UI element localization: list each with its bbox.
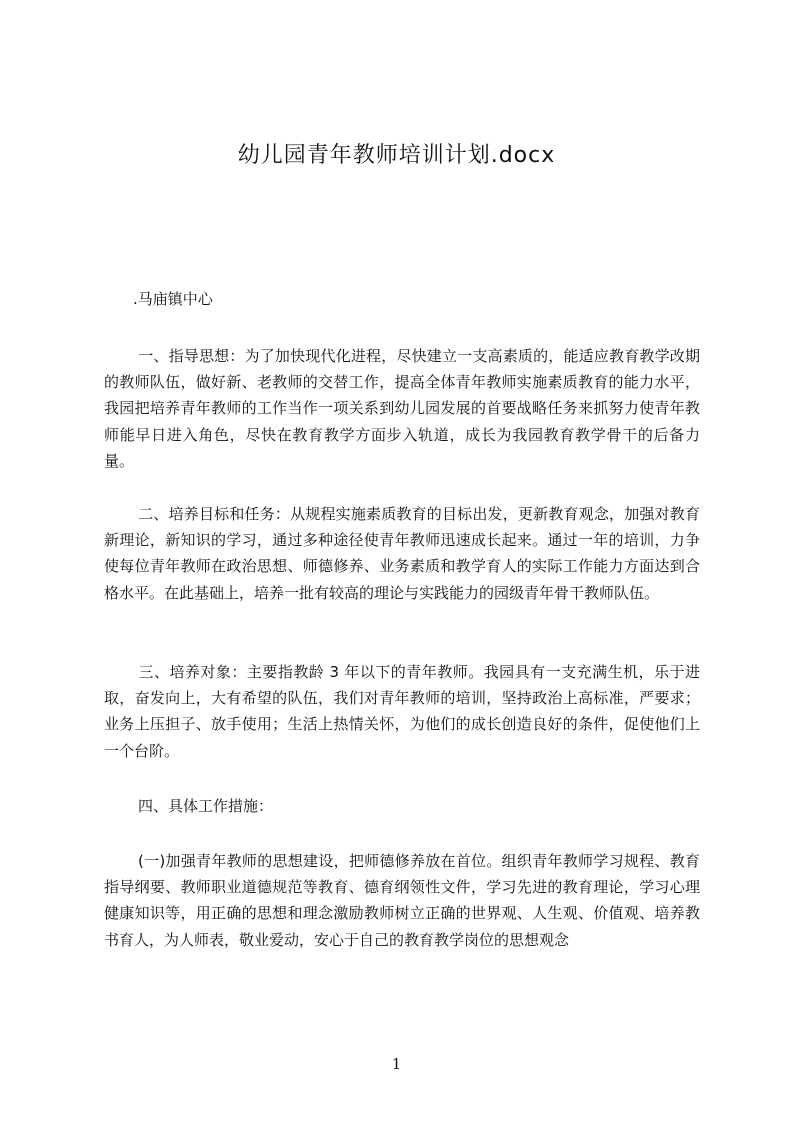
organization-name: .马庙镇中心: [133, 290, 213, 308]
section-ideological-building: [104, 848, 700, 953]
paragraph-text: (一)加强青年教师的思想建设，把师德修养放在首位。组织青年教师学习规程、教育指导纲要、教师职业道德规范等教育、德育纲领性文件，学习先进的教育理论，学习心理健康知识等，用正确的思想和理念激励教师树立正确的世界观、人生观、价值观、培养教书育人，为人师表，敬业爱动，安心于自己的教育教学岗位的思想观念: [104, 852, 700, 949]
paragraph-text: 二、培养目标和任务：从规程实施素质教育的目标出发，更新教育观念，加强对教育新理论，新知识的学习，通过多种途径使青年教师迅速成长起来。通过一年的培训，力争使每位青年教师在政治思想、师德修养、业务素质和教学育人的实际工作能力方面达到合格水平。在此基础上，培养一批有较高的理论与实践能力的园级青年骨干教师队伍。: [104, 505, 700, 602]
paragraph-text: 一、指导思想：为了加快现代化进程，尽快建立一支高素质的，能适应教育教学改期的教师队伍，做好新、老教师的交替工作，提高全体青年教师实施素质教育的能力水平，我园把培养青年教师的工作当作一项关系到幼儿园发展的首要战略任务来抓努力使青年教师能早日进入角色，尽快在教育教学方面步入轨道，成长为我园教育教学骨干的后备力量。: [104, 347, 700, 470]
section-training-targets: [104, 659, 700, 764]
section-work-measures-heading: 四、具体工作措施：: [138, 797, 274, 815]
section-guiding-ideology: [104, 343, 700, 474]
document-title: 幼儿园青年教师培训计划.docx: [237, 143, 556, 168]
paragraph-text: 三、培养对象：主要指教龄 3 年以下的青年教师。我园具有一支充满生机，乐于进取，奋发向上，大有希望的队伍，我们对青年教师的培训，坚持政治上高标准，严要求；业务上压担子、放手使用；生活上热情关怀，为他们的成长创造良好的条件，促使他们上一个台阶。: [104, 663, 700, 760]
page-number: 1: [391, 1055, 402, 1073]
section-goals-and-tasks: [104, 501, 700, 606]
